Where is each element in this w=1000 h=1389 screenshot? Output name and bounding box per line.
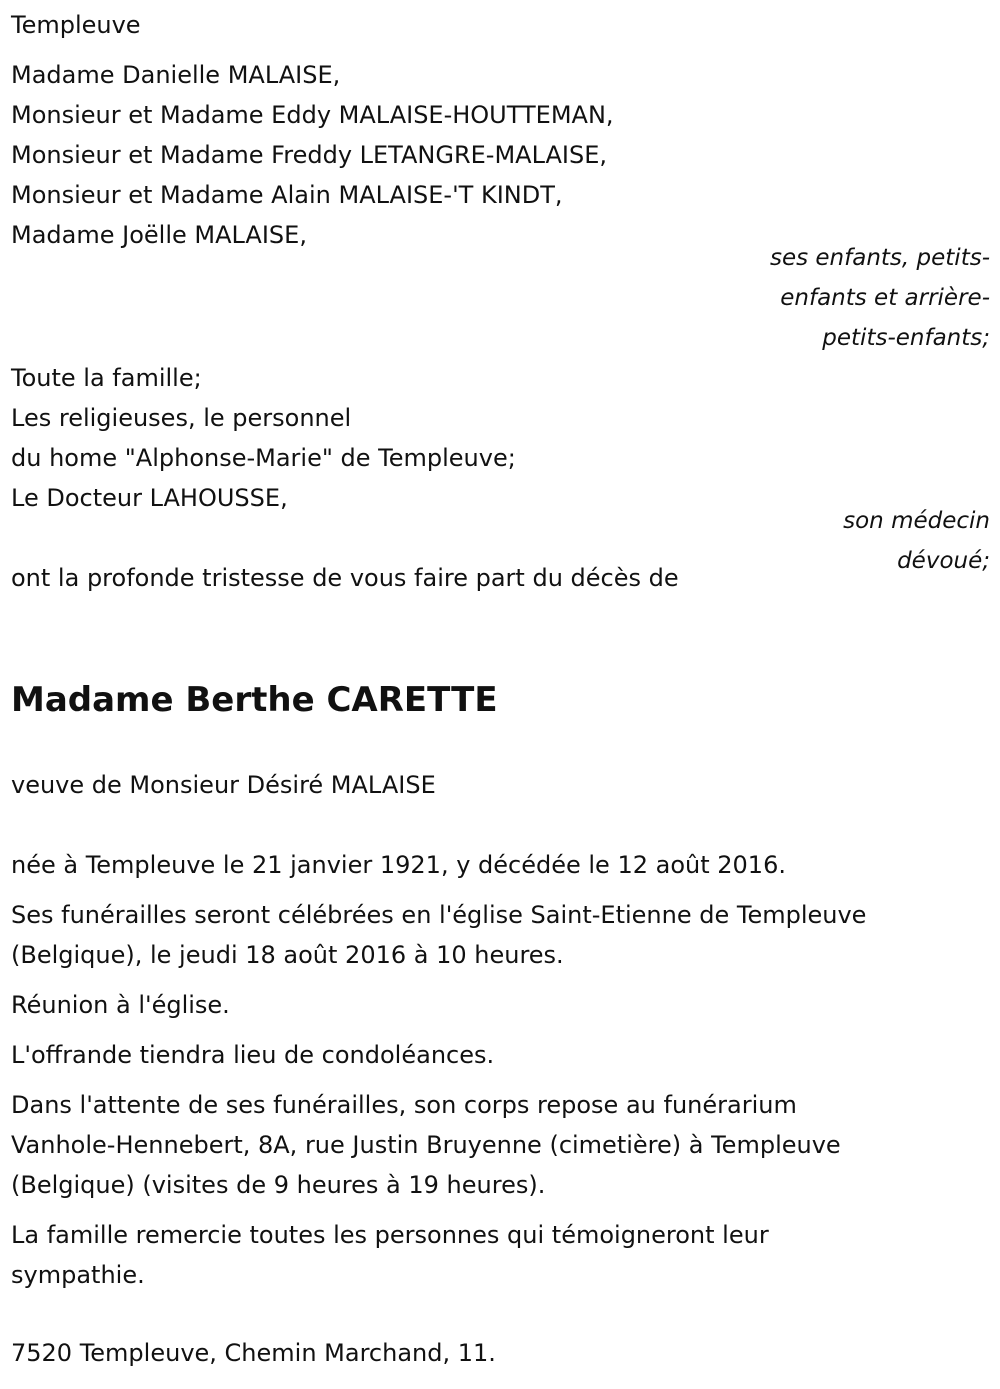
others-line: Le Docteur LAHOUSSE, (11, 484, 288, 512)
others-line: du home "Alphonse-Marie" de Templeuve; (11, 444, 516, 472)
deceased-name: Madame Berthe CARETTE (11, 680, 498, 720)
funeral-details (11, 845, 971, 1305)
widow-of-text: veuve de Monsieur Désiré MALAISE (11, 771, 436, 799)
details-paragraph: L'offrande tiendra lieu de condoléances. (11, 1041, 495, 1069)
address-text: 7520 Templeuve, Chemin Marchand, 11. (11, 1339, 496, 1367)
family-role-line: petits-enfants; (822, 325, 990, 351)
family-role-line: enfants et arrière- (780, 285, 990, 311)
details-paragraph: La famille remercie toutes les personnes qui témoigneront leur sympathie. (11, 1221, 769, 1289)
details-paragraph: Réunion à l'église. (11, 991, 230, 1019)
family-list (11, 55, 614, 255)
doctor-role-line: son médecin (843, 508, 990, 534)
details-paragraph: née à Templeuve le 21 janvier 1921, y décédée le 12 août 2016. (11, 851, 786, 879)
details-paragraph: Ses funérailles seront célébrées en l'église Saint-Etienne de Templeuve (Belgique), le jeudi 18 août 2016 à 10 heures. (11, 901, 867, 969)
family-role-line: ses enfants, petits- (769, 245, 990, 271)
family-member: Madame Joëlle MALAISE, (11, 221, 307, 249)
announcement-text: ont la profonde tristesse de vous faire part du décès de (11, 564, 679, 592)
others-list (11, 358, 516, 518)
family-member: Monsieur et Madame Freddy LETANGRE-MALAISE, (11, 141, 608, 169)
family-member: Madame Danielle MALAISE, (11, 61, 341, 89)
doctor-role-line: dévoué; (897, 548, 990, 574)
family-role (690, 238, 990, 358)
doctor-role (690, 501, 990, 581)
details-paragraph: Dans l'attente de ses funérailles, son corps repose au funérarium Vanhole-Hennebert, 8A, rue Justin Bruyenne (cimetière) à Templeuve (Belgique) (visites de 9 heures à 19 heures). (11, 1091, 841, 1199)
family-member: Monsieur et Madame Alain MALAISE-'T KINDT, (11, 181, 563, 209)
family-member: Monsieur et Madame Eddy MALAISE-HOUTTEMAN, (11, 101, 614, 129)
location-heading: Templeuve (11, 11, 141, 39)
others-line: Les religieuses, le personnel (11, 404, 352, 432)
others-line: Toute la famille; (11, 364, 202, 392)
